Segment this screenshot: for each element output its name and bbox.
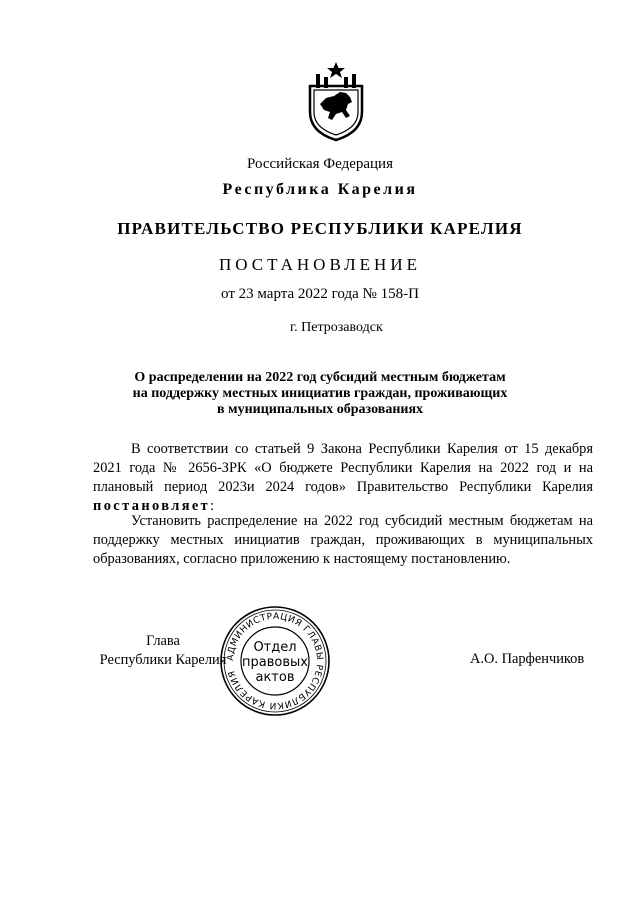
- resolution-colon: :: [210, 498, 215, 514]
- date-and-number: от 23 марта 2022 года № 158-П: [221, 286, 419, 302]
- subject-line: О распределении на 2022 год субсидий местным бюджетам: [134, 370, 506, 385]
- city: г. Петрозаводск: [290, 320, 383, 335]
- country-name: Российская Федерация: [247, 156, 393, 172]
- official-stamp: [218, 604, 332, 718]
- signatory-title-line: Глава: [146, 633, 180, 649]
- subject-line: в муниципальных образованиях: [216, 402, 424, 417]
- stamp-center-line: правовых: [242, 655, 308, 670]
- signatory-title: [93, 632, 233, 670]
- signatory-title-line: Республики Карелия: [99, 652, 227, 668]
- paragraph-resolution-text: Установить распределение на 2022 год субсидий местным бюджетам на поддержку местных инициатив граждан, проживающих в муниципальных образованиях, согласно приложению к настоящему постановлению.: [93, 513, 593, 567]
- stamp-center-line: Отдел: [253, 640, 297, 655]
- document-subject: [0, 370, 640, 418]
- subject-line: на поддержку местных инициатив граждан, проживающих: [132, 386, 508, 401]
- karelia-coat-of-arms-icon: [300, 60, 372, 142]
- stamp-center-line: актов: [255, 670, 295, 685]
- republic-name: Республика Карелия: [222, 181, 418, 198]
- resolution-verb: постановляет: [93, 498, 211, 514]
- signatory-name: А.О. Парфенчиков: [470, 651, 585, 667]
- government-title: ПРАВИТЕЛЬСТВО РЕСПУБЛИКИ КАРЕЛИЯ: [117, 219, 523, 238]
- paragraph-resolution: [93, 512, 593, 569]
- paragraph-basis-text: В соответствии со статьей 9 Закона Республики Карелия от 15 декабря 2021 года № 2656-ЗРК «О бюджете Республики Карелия на 2022 год и на плановый период 2023и 2024 годов» Правительство Республики Карелия: [93, 441, 593, 495]
- paragraph-basis: [93, 440, 593, 516]
- stamp-ring-text: АДМИНИСТРАЦИЯ ГЛАВЫ РЕСПУБЛИКИ КАРЕЛИЯ: [225, 611, 325, 711]
- document-type: ПОСТАНОВЛЕНИЕ: [218, 255, 421, 274]
